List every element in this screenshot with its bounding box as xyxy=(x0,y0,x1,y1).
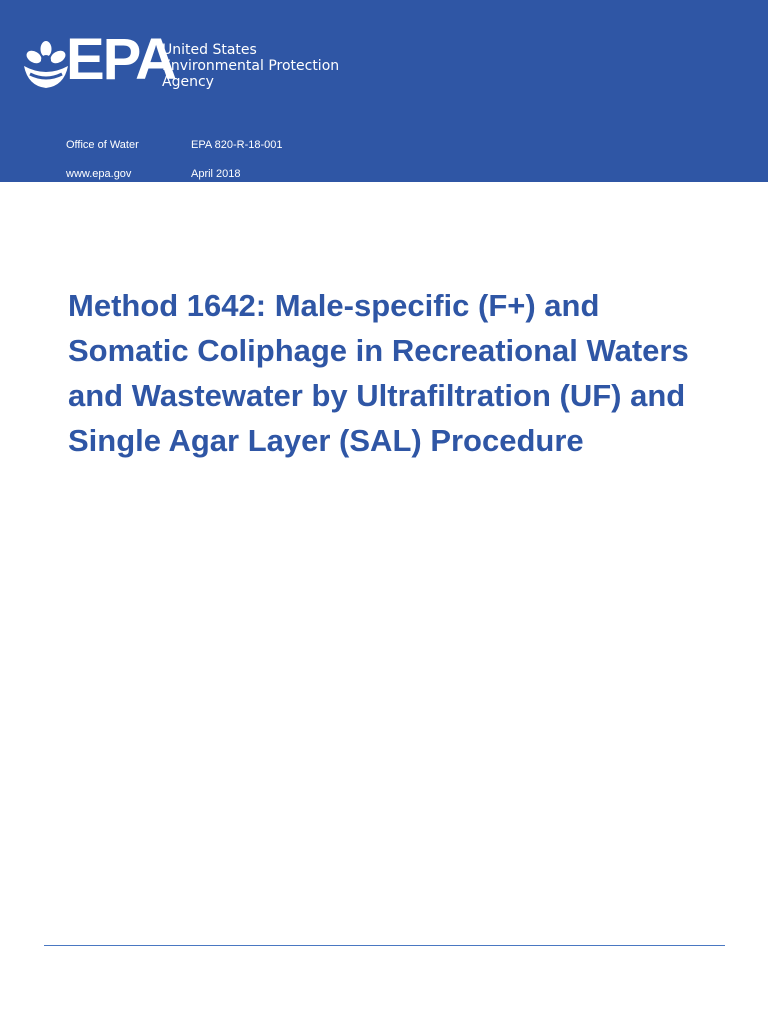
publication-date: April 2018 xyxy=(191,168,241,180)
title-line-4: Single Agar Layer (SAL) Procedure xyxy=(68,423,584,458)
epa-flower-logo-icon xyxy=(20,38,72,90)
title-line-3: and Wastewater by Ultrafiltration (UF) and xyxy=(68,378,686,413)
office-name: Office of Water xyxy=(66,139,139,151)
agency-line-1: United States xyxy=(162,42,257,58)
logo-acronym: EPA xyxy=(66,27,175,92)
website-link[interactable]: www.epa.gov xyxy=(66,168,132,180)
footer-divider xyxy=(44,945,725,946)
title-line-1: Method 1642: Male-specific (F+) and xyxy=(68,288,600,323)
agency-name xyxy=(162,42,339,90)
document-title xyxy=(68,283,748,463)
document-number: EPA 820-R-18-001 xyxy=(191,139,283,151)
agency-line-2: Environmental Protection xyxy=(162,58,340,74)
title-line-2: Somatic Coliphage in Recreational Waters xyxy=(68,333,689,368)
header-banner xyxy=(0,0,768,182)
agency-line-3: Agency xyxy=(162,74,214,90)
